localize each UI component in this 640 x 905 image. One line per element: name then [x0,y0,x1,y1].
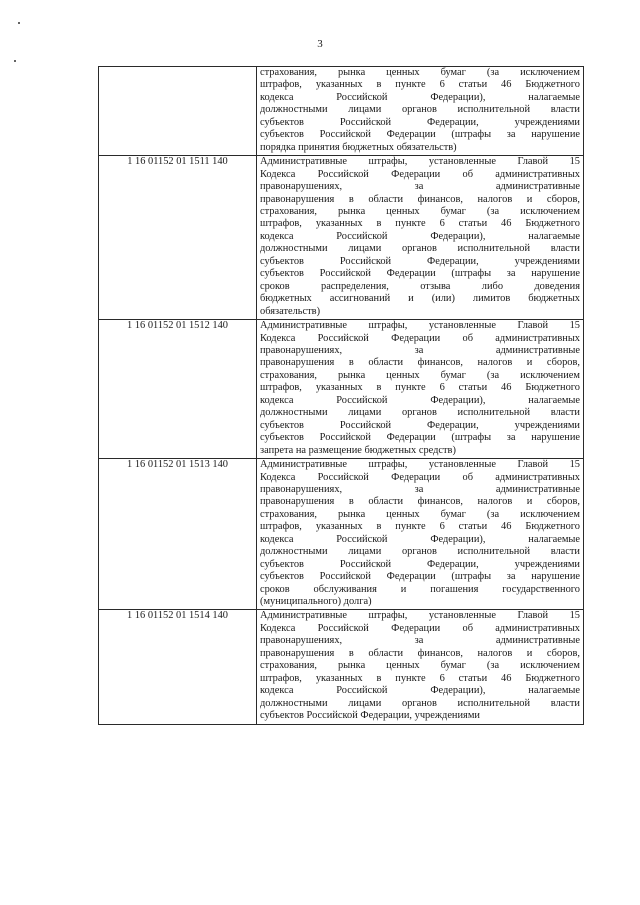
description-line: порядка принятия бюджетных обязательств) [260,141,457,153]
description-line: субъектов Российской Федерации, учреждениями [260,255,580,267]
description-line: Кодекса Российской Федерации об административных [260,622,580,634]
description-line: штрафов, указанных в пункте 6 статьи 46 Бюджетного [260,218,580,230]
description-line: страхования, рынка ценных бумаг (за исключением [260,369,580,381]
description-line: Административные штрафы, установленные Главой 15 [260,320,580,332]
description-line: субъектов Российской Федерации (штрафы за нарушение [260,268,580,280]
budget-code-cell: 1 16 01152 01 1514 140 [99,610,257,724]
description-line: субъектов Российской Федерации, учреждениями [260,116,580,128]
description-line: кодекса Российской Федерации), налагаемые [260,685,580,697]
description-line: должностными лицами органов исполнительной власти [260,546,580,558]
description-line: правонарушения в области финансов, налогов и сборов, [260,496,580,508]
description-line: бюджетных ассигнований и (или) лимитов бюджетных [260,293,580,305]
budget-code-cell: 1 16 01152 01 1513 140 [99,459,257,610]
scan-speck [18,22,20,24]
description-line: должностными лицами органов исполнительной власти [260,243,580,255]
description-cell [257,610,584,724]
description-line: страхования, рынка ценных бумаг (за исключением [260,205,580,217]
budget-code-cell: 1 16 01152 01 1512 140 [99,320,257,459]
page-number: 3 [317,38,323,50]
description-line: кодекса Российской Федерации), налагаемые [260,533,580,545]
table-body [99,67,584,725]
description-line: Кодекса Российской Федерации об административных [260,168,580,180]
description-line: должностными лицами органов исполнительной власти [260,407,580,419]
table-row [99,67,584,156]
description-line: правонарушения в области финансов, налогов и сборов, [260,193,580,205]
description-line: субъектов Российской Федерации, учреждениями [260,419,580,431]
table-row [99,156,584,320]
description-line: (муниципального) долга) [260,596,372,608]
description-line: правонарушениях, за административные [260,181,580,193]
budget-codes-table [98,66,584,725]
table-row [99,610,584,724]
description-line: Кодекса Российской Федерации об административных [260,471,580,483]
table-row [99,459,584,610]
table-row [99,320,584,459]
description-line: субъектов Российской Федерации (штрафы за нарушение [260,432,580,444]
description-line: кодекса Российской Федерации), налагаемые [260,394,580,406]
description-line: запрета на размещение бюджетных средств) [260,444,456,456]
description-line: кодекса Российской Федерации), налагаемые [260,91,580,103]
description-line: штрафов, указанных в пункте 6 статьи 46 Бюджетного [260,672,580,684]
description-cell [257,156,584,320]
description-line: правонарушения в области финансов, налогов и сборов, [260,647,580,659]
description-line: страхования, рынка ценных бумаг (за исключением [260,508,580,520]
description-line: кодекса Российской Федерации), налагаемые [260,230,580,242]
description-line: сроков распределения, отзыва либо доведения [260,280,580,292]
description-line: правонарушениях, за административные [260,483,580,495]
description-cell [257,459,584,610]
description-cell [257,67,584,156]
description-line: субъектов Российской Федерации (штрафы за нарушение [260,571,580,583]
description-line: субъектов Российской Федерации, учреждениями [260,710,480,722]
description-line: обязательств) [260,305,321,317]
description-line: штрафов, указанных в пункте 6 статьи 46 Бюджетного [260,382,580,394]
description-line: правонарушениях, за административные [260,635,580,647]
description-line: субъектов Российской Федерации (штрафы за нарушение [260,129,580,141]
description-cell [257,320,584,459]
description-line: Административные штрафы, установленные Главой 15 [260,156,580,168]
description-line: должностными лицами органов исполнительной власти [260,104,580,116]
description-line: правонарушениях, за административные [260,344,580,356]
budget-code-cell [99,67,257,156]
description-line: страхования, рынка ценных бумаг (за исключением [260,660,580,672]
scan-speck [14,60,16,62]
description-line: субъектов Российской Федерации, учреждениями [260,558,580,570]
description-line: штрафов, указанных в пункте 6 статьи 46 Бюджетного [260,521,580,533]
description-line: Административные штрафы, установленные Главой 15 [260,610,580,622]
description-line: должностными лицами органов исполнительной власти [260,697,580,709]
description-line: страхования, рынка ценных бумаг (за исключением [260,67,580,78]
description-line: правонарушения в области финансов, налогов и сборов, [260,357,580,369]
description-line: штрафов, указанных в пункте 6 статьи 46 Бюджетного [260,79,580,91]
description-line: Кодекса Российской Федерации об административных [260,332,580,344]
description-line: сроков обслуживания и погашения государственного [260,583,580,595]
description-line: Административные штрафы, установленные Главой 15 [260,459,580,471]
budget-code-cell: 1 16 01152 01 1511 140 [99,156,257,320]
